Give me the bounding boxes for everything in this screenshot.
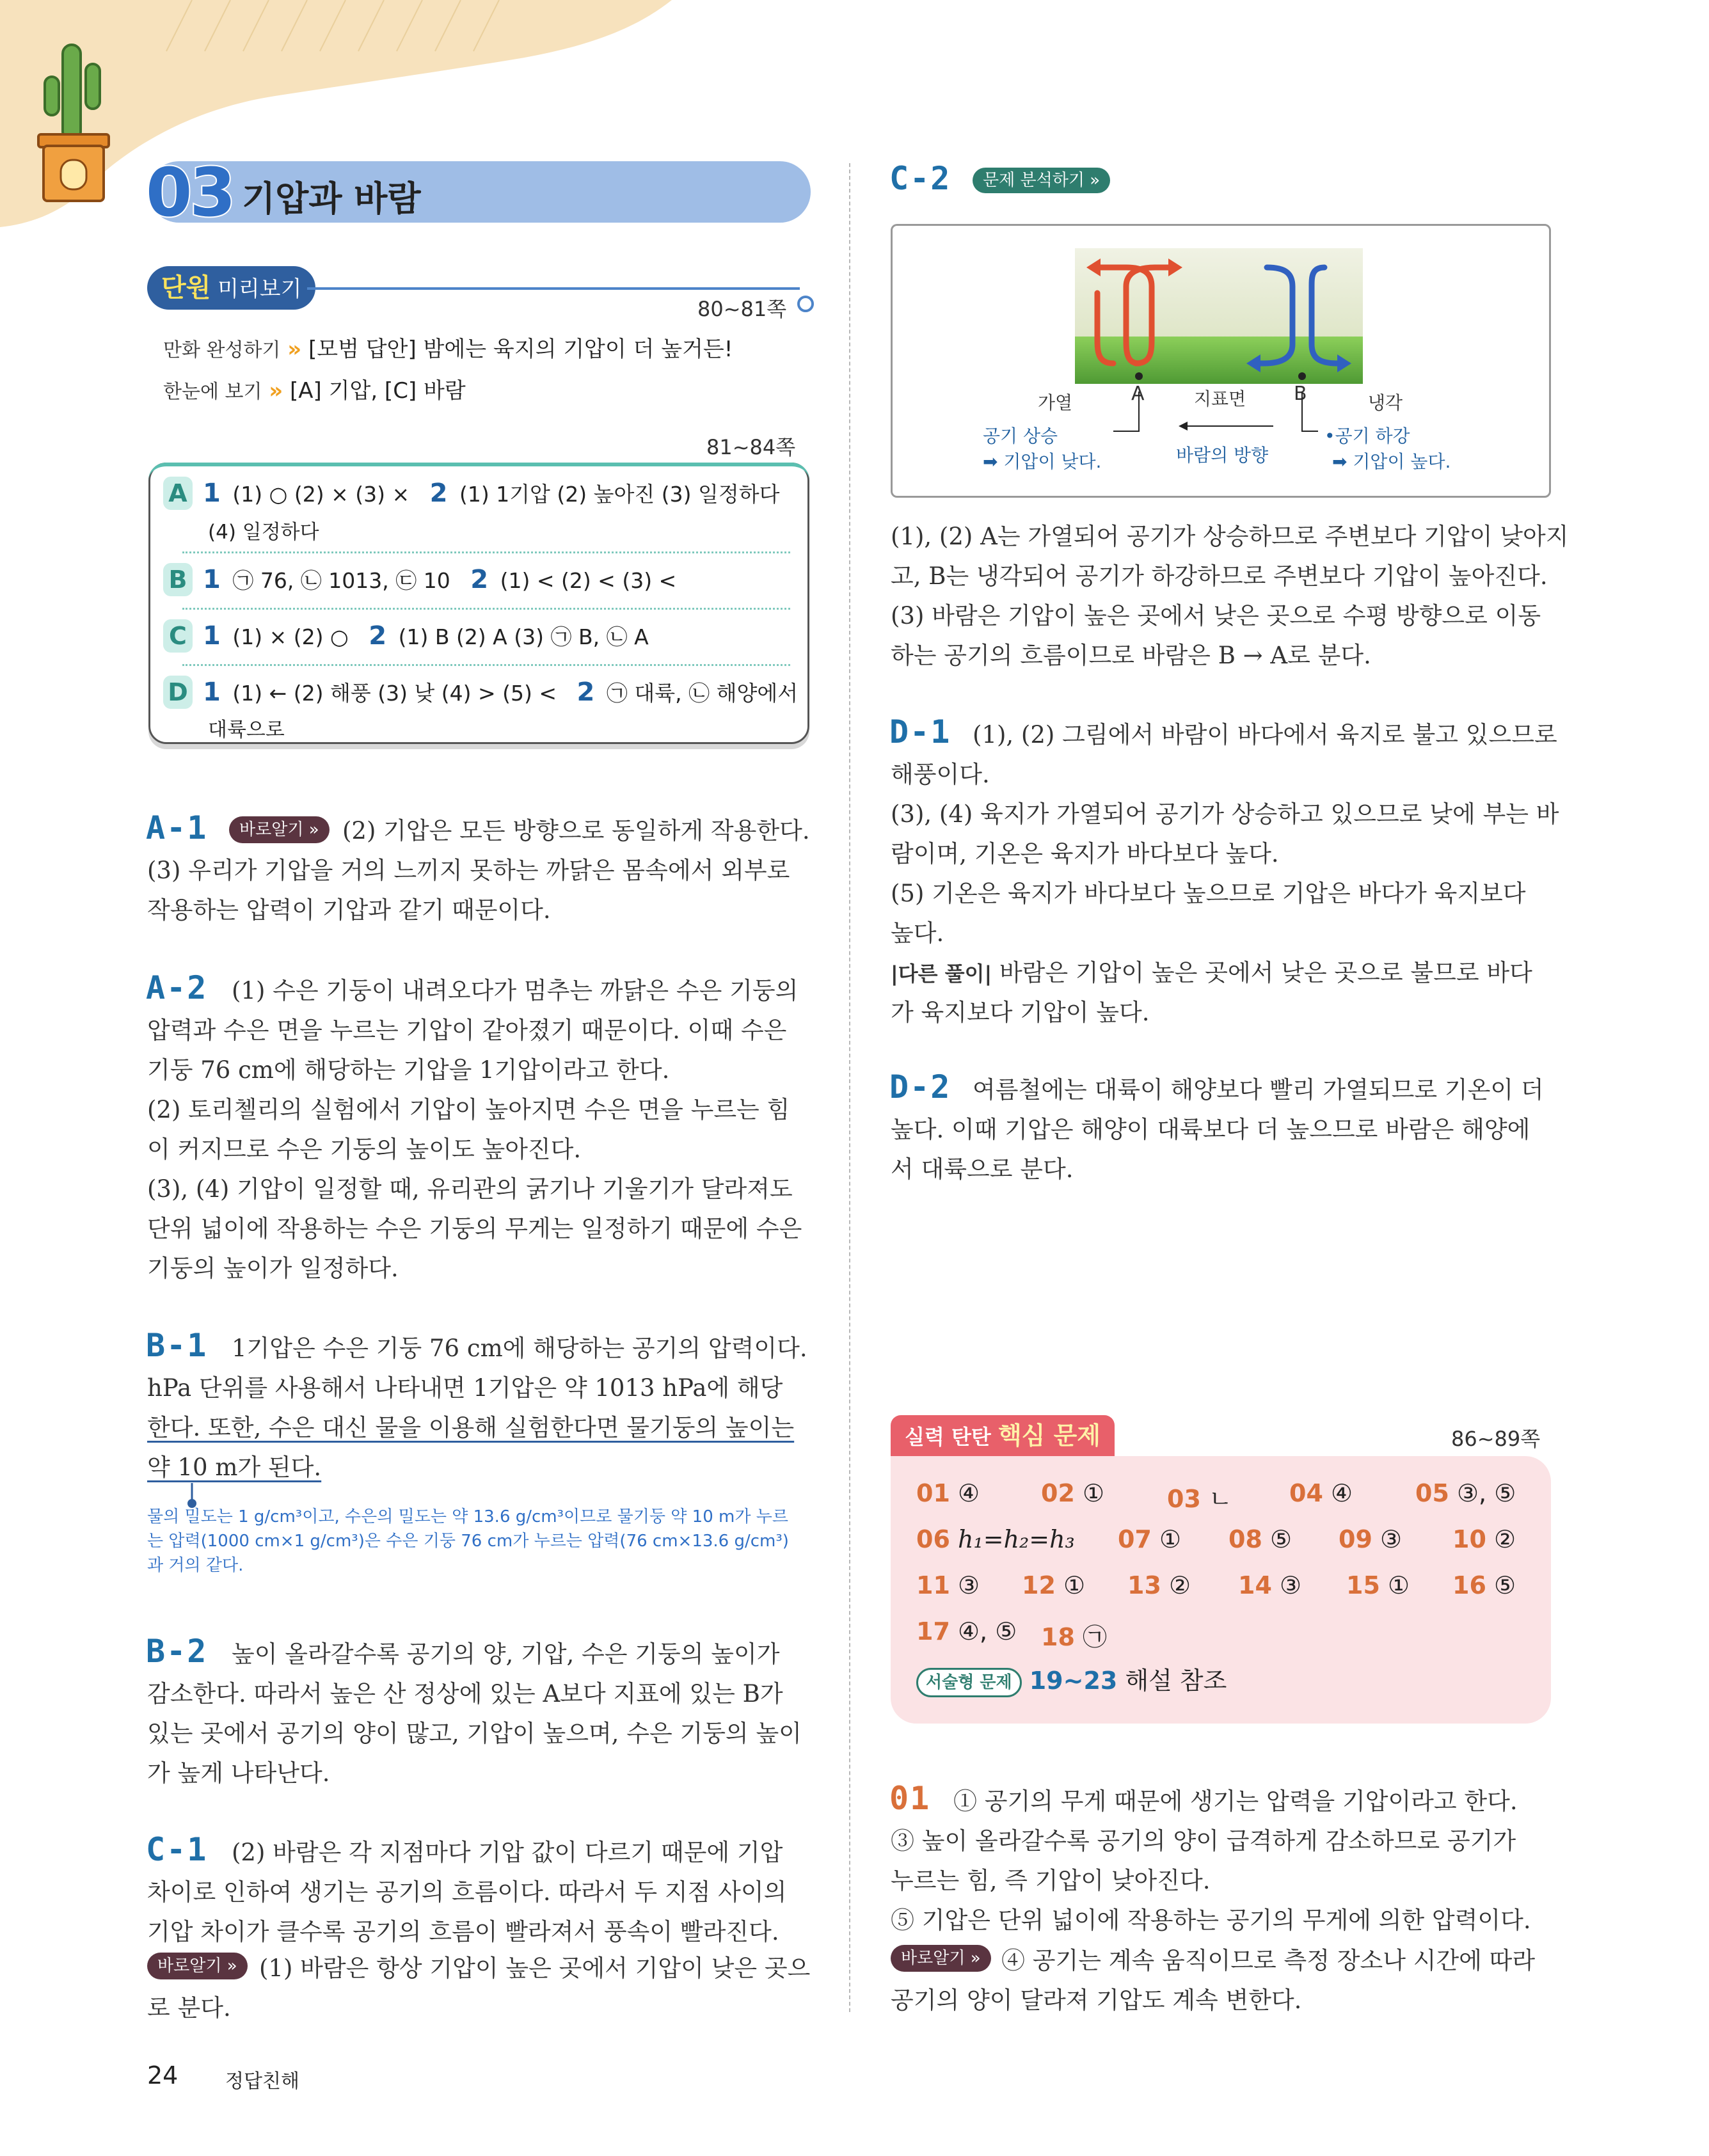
figure-label-rise-result: ➡ 기압이 낮다. — [983, 451, 1102, 472]
analysis-tag: 문제 분석하기 » — [973, 168, 1110, 193]
text-line: 약 10 m가 된다. — [147, 1454, 322, 1481]
question-number: 17 — [916, 1617, 950, 1645]
text-line: 고, B는 냉각되어 공기가 하강하므로 주변보다 기압이 높아진다. — [891, 562, 1548, 590]
text-line: 람이며, 기온은 육지가 바다보다 높다. — [891, 840, 1279, 868]
answer-row-d-cont: 대륙으로 — [208, 718, 285, 741]
text-line: 높다. — [891, 919, 944, 947]
section-head-c2: C-2 — [889, 160, 951, 197]
answer-num: 2 — [369, 621, 387, 651]
text-line: 바람은 기압이 높은 곳에서 낮은 곳으로 불므로 바다 — [999, 959, 1532, 987]
answer-num: 2 — [576, 678, 595, 707]
column-divider — [849, 163, 850, 2012]
answer-num: 1 — [203, 479, 221, 508]
text-line: 서 대륙으로 분다. — [891, 1155, 1074, 1183]
figure-label-cooling: 냉각 — [1368, 392, 1403, 413]
section-head-d1: D-1 — [889, 713, 951, 750]
b1-body — [147, 1368, 809, 1487]
question-answer: ① — [1159, 1525, 1182, 1553]
core-tag-a: 실력 탄탄 — [905, 1425, 991, 1449]
text-line: 가 높게 나타난다. — [147, 1759, 330, 1787]
core-problems-tag — [891, 1415, 1115, 1456]
text-line: 한다. 또한, 수은 대신 물을 이용해 실험한다면 물기둥의 높이는 — [147, 1414, 795, 1441]
text-line: (1) 바람은 항상 기압이 높은 곳에서 기압이 낮은 곳으 — [259, 1954, 811, 1982]
question-number: 09 — [1339, 1525, 1372, 1553]
text-line: 기압 차이가 클수록 공기의 흐름이 빨라져서 풍속이 빨라진다. — [147, 1918, 779, 1946]
section-head-b1: B-1 — [146, 1327, 208, 1364]
a1-first-line — [342, 811, 809, 851]
preview-row-comic — [163, 331, 733, 363]
figure-label-fall: •공기 하강 — [1324, 425, 1410, 447]
answer-separator — [182, 551, 790, 553]
answer-letter: D — [163, 676, 193, 709]
essay-range: 19~23 — [1029, 1667, 1118, 1695]
question-number: 14 — [1238, 1571, 1272, 1599]
b2-first-line — [232, 1635, 811, 1674]
a2-body — [147, 1011, 809, 1288]
question-answer: ③ — [957, 1571, 980, 1599]
question-answer: ⑤ — [1269, 1525, 1292, 1553]
q01-last-line — [891, 1981, 1553, 2020]
q01-body — [891, 1821, 1553, 1940]
answer-row-a — [163, 477, 780, 510]
text-line: 차이로 인하여 생기는 공기의 흐름이다. 따라서 두 지점 사이의 — [147, 1878, 787, 1906]
q01-fix-line — [1001, 1941, 1553, 1981]
question-number: 12 — [1022, 1571, 1056, 1599]
question-answer: ① — [1082, 1479, 1105, 1507]
question-number: 16 — [1452, 1571, 1486, 1599]
question-number: 13 — [1127, 1571, 1161, 1599]
text-line: 있는 곳에서 공기의 양이 많고, 기압이 높으며, 수은 기둥의 높이 — [147, 1720, 802, 1747]
answer-row-d — [163, 676, 798, 709]
question-number: 18 — [1041, 1623, 1075, 1651]
preview-rule-dot — [797, 296, 814, 312]
c2-body — [891, 517, 1569, 676]
question-answer: ④ — [957, 1479, 980, 1507]
answer-text: (1) < (2) < (3) < — [500, 568, 677, 593]
text-line: (3) 바람은 기압이 높은 곳에서 낮은 곳으로 수평 방향으로 이동 — [891, 602, 1541, 630]
preview-page-ref: 80~81쪽 — [697, 297, 787, 321]
question-number: 04 — [1289, 1479, 1323, 1507]
figure-point-a: A — [1131, 383, 1145, 405]
note-line: 과 거의 같다. — [147, 1556, 244, 1575]
question-answer: ④ — [1330, 1479, 1353, 1507]
text-line: (2) 토리첼리의 실험에서 기압이 높아지면 수은 면을 누르는 힘 — [147, 1096, 790, 1123]
answer-separator — [182, 608, 790, 610]
c1-fix-line — [259, 1949, 811, 1988]
text-line: (1) 수은 기둥이 내려오다가 멈추는 까닭은 수은 기둥의 — [232, 977, 799, 1004]
d2-body — [891, 1110, 1553, 1189]
double-chevron-icon: » — [269, 378, 283, 404]
text-line: 해풍이다. — [891, 761, 990, 788]
question-answer: ③ — [1379, 1525, 1403, 1553]
quick-fix-tag: 바로알기 » — [891, 1945, 991, 1972]
text-line: 로 분다. — [147, 1994, 231, 2022]
question-number: 05 — [1415, 1479, 1449, 1507]
text-line: 단위 넓이에 작용하는 수은 기둥의 무게는 일정하기 때문에 수은 — [147, 1215, 802, 1242]
cactus-pot-illustration — [32, 38, 115, 205]
question-answer: ⑤ — [1493, 1571, 1516, 1599]
essay-row — [916, 1661, 1227, 1697]
question-number: 08 — [1228, 1525, 1262, 1553]
b2-body — [147, 1674, 809, 1793]
text-line: 기둥의 높이가 일정하다. — [147, 1255, 399, 1282]
unit-preview-badge-strong: 단원 — [161, 273, 211, 303]
question-answer: ㉠ — [1082, 1623, 1107, 1651]
preview-row-text: [A] 기압, [C] 바람 — [290, 378, 466, 404]
answer-text: (1) B (2) A (3) ㉠ B, ㉡ A — [398, 624, 649, 649]
question-answer: ① — [1063, 1571, 1086, 1599]
answer-text: (1) ○ (2) × (3) × — [232, 482, 410, 507]
preview-row-text: [모범 답안] 밤에는 육지의 기압이 더 높거든! — [308, 337, 733, 362]
question-number: 01 — [916, 1479, 950, 1507]
answer-letter: C — [163, 619, 193, 653]
text-line: 기둥 76 cm에 해당하는 기압을 1기압이라고 한다. — [147, 1056, 670, 1084]
question-number: 15 — [1346, 1571, 1380, 1599]
text-line: (1), (2) A는 가열되어 공기가 상승하므로 주변보다 기압이 낮아지 — [891, 523, 1569, 550]
answer-text: ㉠ 76, ㉡ 1013, ㉢ 10 — [232, 568, 450, 593]
text-line: 1기압은 수은 기둥 76 cm에 해당하는 공기의 압력이다. — [232, 1335, 807, 1362]
c1-body — [147, 1873, 809, 1952]
answer-row-b — [163, 563, 676, 596]
wind-diagram — [1075, 248, 1363, 384]
b1-first-line — [232, 1329, 811, 1368]
answer-text: (1) × (2) ○ — [232, 624, 349, 649]
answer-separator — [182, 664, 790, 666]
note-line: 는 압력(1000 cm×1 g/cm³)은 수은 기둥 76 cm가 누르는 압력(76 cm×13.6 g/cm³) — [147, 1532, 789, 1551]
question-answer: ① — [1387, 1571, 1410, 1599]
text-line: (2) 기압은 모든 방향으로 동일하게 작용한다. — [342, 817, 810, 844]
q01-first-line — [953, 1782, 1552, 1821]
figure-connectors — [1107, 392, 1337, 436]
core-tag-b: 핵심 문제 — [998, 1422, 1101, 1450]
answer-num: 2 — [470, 565, 489, 594]
a2-first-line — [232, 971, 811, 1011]
figure-label-surface: 지표면 — [1194, 388, 1246, 409]
section-head-d2: D-2 — [889, 1068, 951, 1106]
text-line: (1), (2) 그림에서 바람이 바다에서 육지로 불고 있으므로 — [973, 721, 1557, 749]
question-number: 07 — [1118, 1525, 1152, 1553]
answer-row-a-cont: (4) 일정하다 — [208, 521, 319, 544]
chapter-title: 기압과 바람 — [242, 178, 421, 219]
question-answer: h₁=h₂=h₃ — [957, 1525, 1075, 1553]
d1-alt-line — [891, 953, 1553, 994]
figure-label-fall-result: ➡ 기압이 높다. — [1332, 451, 1451, 472]
c1-last-line — [147, 1988, 809, 2028]
answer-text: (1) 1기압 (2) 높아진 (3) 일정하다 — [459, 482, 780, 507]
question-number: 10 — [1452, 1525, 1486, 1553]
double-chevron-icon: » — [287, 337, 302, 362]
question-answer: ③, ⑤ — [1456, 1479, 1516, 1507]
text-line: (3) 우리가 기압을 거의 느끼지 못하는 까닭은 몸속에서 외부로 — [147, 857, 790, 884]
question-answer: ② — [1168, 1571, 1191, 1599]
answer-num: 2 — [429, 479, 448, 508]
question-number: 11 — [916, 1571, 950, 1599]
unit-preview-badge-rest: 미리보기 — [211, 276, 302, 302]
a1-body — [147, 851, 809, 930]
text-line: 누르는 힘, 즉 기압이 낮아진다. — [891, 1867, 1211, 1894]
d1-body — [891, 755, 1559, 953]
preview-row-label: 만화 완성하기 — [163, 339, 281, 361]
text-line: 압력과 수은 면을 누르는 기압이 같아졌기 때문이다. 이때 수은 — [147, 1017, 787, 1044]
essay-tag: 서술형 문제 — [916, 1668, 1022, 1697]
text-line: (5) 기온은 육지가 바다보다 높으므로 기압은 바다가 육지보다 — [891, 880, 1526, 907]
text-line: ① 공기의 무게 때문에 생기는 압력을 기압이라고 한다. — [953, 1787, 1518, 1815]
figure-label-rise: 공기 상승 — [983, 425, 1058, 447]
b1-note — [147, 1505, 813, 1578]
answer-num: 1 — [203, 621, 221, 651]
preview-row-label: 한눈에 보기 — [163, 381, 262, 403]
text-line: 이 커지므로 수은 기둥의 높이도 높아진다. — [147, 1136, 582, 1163]
text-line: 가 육지보다 기압이 높다. — [891, 999, 1150, 1026]
text-line: ⑤ 기압은 단위 넓이에 작용하는 공기의 무게에 의한 압력이다. — [891, 1906, 1531, 1934]
answer-letter: A — [163, 477, 193, 510]
text-line: (3), (4) 기압이 일정할 때, 유리관의 굵기나 기울기가 달라져도 — [147, 1175, 793, 1203]
text-line: 공기의 양이 달라져 기압도 계속 변한다. — [891, 1986, 1302, 2014]
quick-fix-tag: 바로알기 » — [229, 816, 330, 843]
answer-text: (1) ← (2) 해풍 (3) 낮 (4) > (5) < — [232, 681, 557, 706]
text-line: 여름철에는 대륙이 해양보다 빨리 가열되므로 기온이 더 — [973, 1076, 1544, 1104]
note-line: 물의 밀도는 1 g/cm³이고, 수은의 밀도는 약 13.6 g/cm³이므로 물기둥 약 10 m가 누르 — [147, 1507, 788, 1526]
essay-text: 해설 참조 — [1125, 1667, 1227, 1695]
question-answer: ④, ⑤ — [957, 1617, 1017, 1645]
text-line: 하는 공기의 흐름이므로 바람은 B → A로 분다. — [891, 642, 1371, 669]
unit-preview-badge — [147, 266, 315, 310]
answer-num: 1 — [203, 565, 221, 594]
text-line: hPa 단위를 사용해서 나타내면 1기압은 약 1013 hPa에 해당 — [147, 1374, 783, 1402]
answer-row-c — [163, 619, 649, 653]
question-number: 02 — [1041, 1479, 1075, 1507]
question-answer: ③ — [1279, 1571, 1302, 1599]
text-line: 작용하는 압력이 기압과 같기 때문이다. — [147, 896, 551, 924]
section-head-b2: B-2 — [146, 1633, 208, 1670]
question-answer: ㄴ — [1208, 1485, 1232, 1513]
text-line: (3), (4) 육지가 가열되어 공기가 상승하고 있으므로 낮에 부는 바 — [891, 800, 1559, 828]
d1-first-line — [973, 715, 1557, 755]
figure-label-heating: 가열 — [1038, 392, 1073, 413]
answer-page-ref: 81~84쪽 — [706, 435, 796, 459]
alt-solution-label: |다른 풀이| — [891, 962, 992, 986]
section-head-q01: 01 — [889, 1780, 931, 1817]
d2-first-line — [973, 1070, 1552, 1110]
book-title: 정답친해 — [225, 2070, 299, 2093]
c1-first-line — [232, 1833, 811, 1873]
section-head-a2: A-2 — [146, 969, 208, 1006]
text-line: (2) 바람은 각 지점마다 기압 값이 다르기 때문에 기압 — [232, 1839, 783, 1866]
answer-text: ㉠ 대륙, ㉡ 해양에서 — [606, 681, 799, 706]
figure-label-wind-direction: 바람의 방향 — [1176, 445, 1269, 466]
section-head-a1: A-1 — [146, 809, 208, 846]
page-number: 24 — [147, 2061, 179, 2089]
d1-alt-cont — [891, 993, 1553, 1033]
chapter-number: 03 — [146, 154, 234, 232]
section-head-c1: C-1 — [146, 1831, 208, 1868]
text-line: ④ 공기는 계속 움직이므로 측정 장소나 시간에 따라 — [1001, 1947, 1536, 1974]
question-answer: ② — [1493, 1525, 1516, 1553]
text-line: ③ 높이 올라갈수록 공기의 양이 급격하게 감소하므로 공기가 — [891, 1827, 1516, 1855]
core-page-ref: 86~89쪽 — [1451, 1427, 1541, 1451]
text-line: 감소한다. 따라서 높은 산 정상에 있는 A보다 지표에 있는 B가 — [147, 1680, 783, 1708]
question-number: 03 — [1167, 1485, 1201, 1513]
text-line: 높이 올라갈수록 공기의 양, 기압, 수은 기둥의 높이가 — [232, 1640, 780, 1668]
question-number: 06 — [916, 1525, 950, 1553]
quick-fix-tag: 바로알기 » — [147, 1953, 248, 1979]
text-line: 높다. 이때 기압은 해양이 대륙보다 더 높으므로 바람은 해양에 — [891, 1116, 1530, 1143]
figure-point-b: B — [1294, 383, 1307, 405]
preview-row-summary — [163, 373, 466, 404]
preview-rule — [307, 287, 800, 290]
answer-num: 1 — [203, 678, 221, 707]
answer-letter: B — [163, 563, 193, 596]
